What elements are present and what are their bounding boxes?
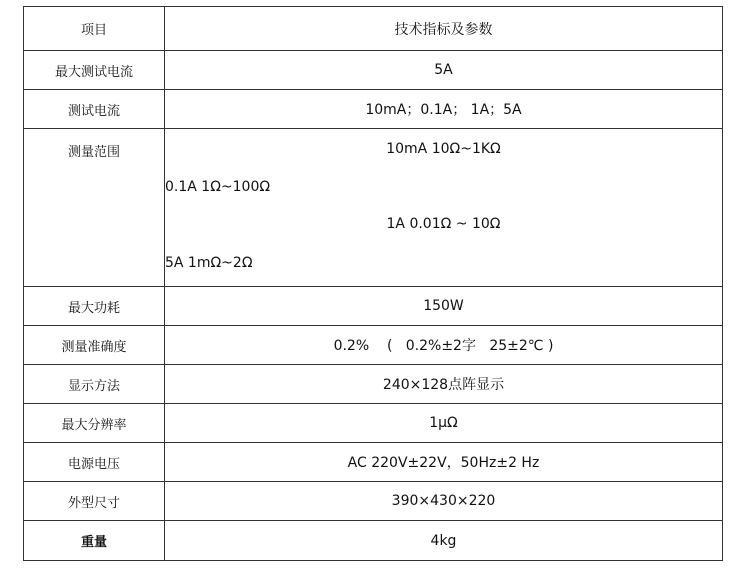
row-value: 5A [165,51,723,90]
row-value: 150W [165,287,723,326]
table-row [24,51,723,90]
row-key: 重量 [24,521,165,561]
row-key-label: 测量范围 [67,145,120,160]
header-key-cell: 项目 [24,7,165,51]
row-value: 1μΩ [165,404,723,443]
row-value: 10mA；0.1A； 1A；5A [165,90,723,129]
row-key: 显示方法 [24,365,165,404]
row-key [24,129,165,287]
table-row [24,90,723,129]
range-line-10ma: 10mA 10Ω~1KΩ [386,141,501,157]
row-key: 电源电压 [24,443,165,482]
row-value: 0.2% ( 0.2%±2字 25±2℃ ) [165,326,723,365]
range-line-5a: 5A 1mΩ~2Ω [165,255,253,271]
row-key: 测量准确度 [24,326,165,365]
table-row-range [24,129,723,287]
range-line-1a: 1A 0.01Ω ~ 10Ω [386,216,501,232]
table-row [24,443,723,482]
range-line-0-1a: 0.1A 1Ω~100Ω [165,179,271,195]
header-value-cell: 技术指标及参数 [165,7,723,51]
row-key: 测试电流 [24,90,165,129]
row-key: 最大测试电流 [24,51,165,90]
row-key: 外型尺寸 [24,482,165,521]
row-value: 240×128点阵显示 [165,365,723,404]
row-value-multiline [165,129,723,287]
table-row [24,482,723,521]
table-row [24,404,723,443]
row-value: 390×430×220 [165,482,723,521]
table-header-row [24,7,723,51]
row-key: 最大功耗 [24,287,165,326]
row-value: 4kg [165,521,723,561]
spec-table [23,6,723,561]
table-row [24,287,723,326]
table-row [24,326,723,365]
table-row [24,521,723,561]
row-key: 最大分辨率 [24,404,165,443]
row-value: AC 220V±22V，50Hz±2 Hz [165,443,723,482]
table-row [24,365,723,404]
